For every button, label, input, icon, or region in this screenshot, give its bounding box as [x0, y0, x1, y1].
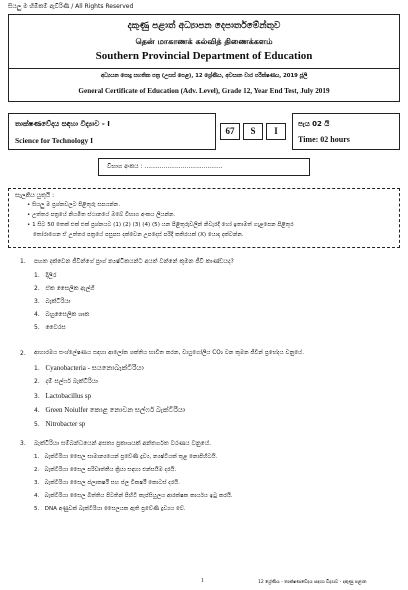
instruction-item: තෝරාගෙන ඒ උත්තර පත්‍රයේ පසුපස දක්වෙන උපදෙස් පරිදි කතිරයක් (X) යොදා දක්වන්න. [33, 232, 244, 238]
question-3 [0, 440, 408, 550]
option-5: 5. Nitrobacter sp [34, 420, 86, 428]
subject-code-box: 67 [220, 123, 240, 140]
subject-box [8, 113, 216, 150]
option-4: 4. බැක්ටීරියා සෛල බිත්තිය පිටතින් පිහිටි කැප්සියුලය ආරක්ෂක කාර්යය ඉටු කරයි. [34, 493, 233, 499]
option-3: 3. බැක්ටීරියා සෛල ජලාකර්ෂී සහ ජල විකර්ෂී කොටස් දරයි. [34, 480, 180, 486]
option-1: 1. දිලීර [34, 272, 57, 279]
instruction-item: • උත්තර පත්‍රයේ නියමිත ස්ථානයේ ඔබේ විභාග අංකය ලියන්න. [27, 212, 176, 218]
question-number: 1. [20, 258, 26, 265]
option-1: 1. Cyanobacteria - සයනොබැක්ටීරියා [34, 364, 144, 372]
subject-code-box: S [243, 123, 263, 140]
question-2 [0, 350, 408, 435]
duration-sinhala: පැය 02 යි [298, 120, 330, 128]
header-divider [9, 68, 399, 69]
option-4: 4. බහුසෛලික ශාක [34, 311, 90, 318]
subject-sinhala: තාක්ෂණවේදය සඳහා විද්‍යාව - I [15, 120, 110, 128]
rights-notice: සියලු ම හිමිකම් ඇවිරිණි / All Rights Reserved [8, 3, 134, 10]
index-number-field: විභාග අංකය : ......................................... [98, 158, 310, 176]
option-3: 3. Lactobacillus sp [34, 392, 92, 400]
option-5: 5. වෛරස [34, 324, 66, 331]
subject-code-box: I [266, 123, 286, 140]
exam-header [8, 14, 400, 102]
tamil-department: தென் மாகாணக் கல்வித் திணைக்களம் [135, 37, 273, 46]
page-number: 1 [201, 578, 204, 584]
option-2: 2. ඒක සෛලික ඇල්ගී [34, 285, 95, 292]
instructions-box [8, 188, 400, 248]
option-5: 5. DNA අණුවක් බැක්ටීරියා සෛලයක ඇති ප්‍රවේණි ද්‍රව්‍යය වේ. [34, 506, 186, 512]
question-number: 2. [20, 350, 26, 357]
english-department: Southern Provincial Department of Education [95, 50, 313, 62]
instructions-title: සැලකිය යුතුයි : [15, 192, 55, 199]
instruction-item: • සියලු ම ප්‍රශ්නවලට පිළිතුරු සපයන්න. [27, 202, 121, 208]
sinhala-exam-title: අධ්‍යයන පොදු සහතික පත්‍ර (උසස් පෙළ), 12 ශ්‍රේණිය, අවසාන වාර පරීක්ෂණය, 2019 ජූලි [100, 73, 308, 79]
option-1: 1. බැක්ටීරියා සෛල සාමාන්‍යයෙන් ප්‍රවේණි ද්‍රව්‍ය, න්‍යෂ්ටියක් තුළ නොපිහිටයි. [34, 454, 218, 460]
duration-english: Time: 02 hours [298, 135, 350, 144]
question-number: 3. [20, 440, 26, 447]
instruction-item: • 1 සිට 50 තෙක් එක් එක් ප්‍රශ්නයට (1) (2) (3) (4) (5) යන පිළිතුරුවලින් නිවැරදි හෝ ඉතාමත් ගැළපෙන පිළිතුර [27, 222, 294, 228]
question-1 [0, 258, 408, 338]
question-text: බැක්ටීරියා සම්බන්ධයෙන් අසත්‍ය ප්‍රකාශයක් අන්තර්ගත වරණය වනුයේ. [34, 440, 211, 447]
question-text: ආහාරමය සංශ්ලේෂණය සඳහා ආලෝක ශක්තිය භාවිත කරන, වායුගෝලීය CO₂ වන කුමන ජීවීන් ප්‍රභේදය වනුයේ. [34, 350, 304, 356]
footer-text: 12 ශ්‍රේණිය - තාක්ෂණවේදය සඳහා විද්‍යාව - දකුණු පළාත [258, 580, 367, 585]
option-3: 3. බැක්ටීරියා [34, 298, 71, 305]
option-2: 2. බැක්ටීරියා සෛල පරිවෘත්තීය ක්‍රියා සඳහා එන්සයිම දරයි. [34, 467, 177, 473]
question-text: පහත දක්වෙන ජීවීන්ගේ ප්‍රාග් න්‍යෂ්ටිකයන්ට අයත් වන්නේ කුමන ජීවී කාණ්ඩයද? [34, 258, 234, 265]
option-2: 2. දම් සල්ෆර් බැක්ටීරියා [34, 378, 98, 385]
option-4: 4. Green Noiulfer කොළ නොවන සල්ෆර් බැක්ටීරියා [34, 406, 186, 414]
sinhala-department: දකුණු පළාත් අධ්‍යාපන දෙපාර්තමේන්තුව [127, 21, 281, 31]
english-exam-title: General Certificate of Education (Adv. Level), Grade 12, Year End Test, July 2019 [78, 87, 330, 95]
subject-english: Science for Technology I [15, 136, 93, 145]
duration-box [292, 113, 400, 150]
